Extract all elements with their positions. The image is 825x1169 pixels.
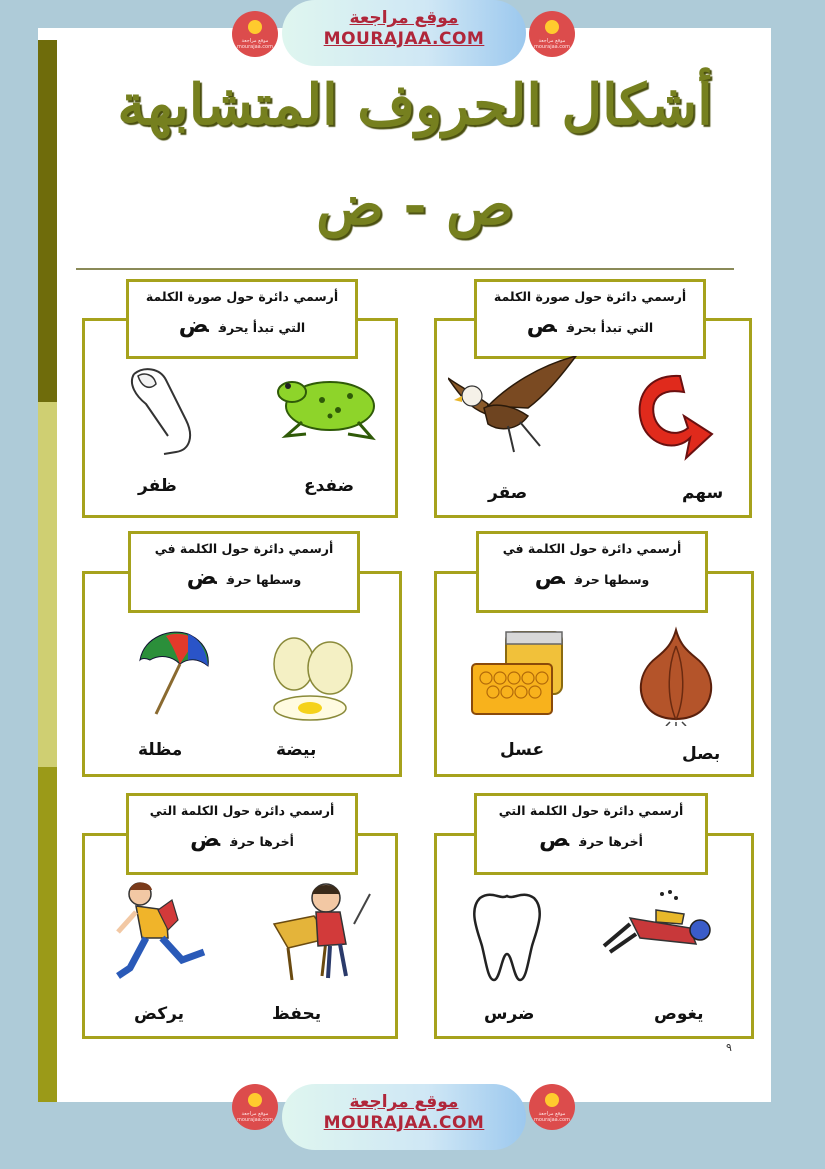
site-banner-bottom[interactable] [282, 1084, 526, 1150]
word-label: يركض [134, 1004, 185, 1024]
frog-icon [272, 370, 380, 442]
tooth-icon [470, 888, 544, 984]
site-name-english: MOURAJAA.COM [323, 1113, 485, 1133]
word-label: بيضة [276, 740, 317, 760]
site-banner-top[interactable] [282, 0, 526, 66]
exercise-instruction: أرسمي دائرة حول صورة الكلمة التي تبدأ يحرفض [126, 279, 358, 359]
honey-icon [466, 626, 576, 722]
divider [76, 268, 734, 270]
page-title: أشكال الحروف المتشابهة [117, 72, 713, 138]
word-label: عسل [500, 740, 545, 760]
onion-icon [632, 626, 720, 726]
site-name-arabic: موقع مراجعة [349, 1092, 459, 1112]
side-bar-dark [38, 40, 57, 402]
word-label: ظفر [138, 476, 177, 496]
word-label: مظلة [138, 740, 183, 760]
exercise-instruction: أرسمي دائرة حول الكلمة التي أخرها حرفض [126, 793, 358, 875]
exercise-instruction: أرسمي دائرة حول الكلمة التي أخرها حرفص [474, 793, 708, 875]
egg-icon [264, 634, 360, 724]
word-label: ضرس [484, 1004, 535, 1024]
word-label: يغوص [654, 1004, 704, 1024]
word-label: بصل [682, 744, 721, 764]
word-label: صقر [488, 483, 528, 503]
student-icon [270, 880, 374, 984]
exercise-instruction: أرسمي دائرة حول الكلمة في وسطها حرفض [128, 531, 360, 613]
site-name-arabic: موقع مراجعة [349, 8, 459, 28]
side-bar-mid [38, 767, 57, 1102]
word-label: ضفدع [304, 476, 355, 496]
exercise-instruction: أرسمي دائرة حول صورة الكلمة التي تبدأ بحرفص [474, 279, 706, 359]
umbrella-icon [136, 626, 212, 718]
logo-icon: موقع مراجعة mourajaa.com [232, 1084, 278, 1130]
logo-icon: موقع مراجعة mourajaa.com [232, 11, 278, 57]
logo-icon: موقع مراجعة mourajaa.com [529, 1084, 575, 1130]
word-label: يحفظ [272, 1004, 322, 1024]
finger-icon [124, 364, 204, 456]
arrow-icon [628, 366, 714, 466]
page-number: ٩ [726, 1041, 732, 1054]
word-label: سهم [682, 483, 724, 503]
diver-icon [600, 888, 726, 958]
eagle-icon [448, 356, 578, 456]
exercise-instruction: أرسمي دائرة حول الكلمة في وسطها حرفص [476, 531, 708, 613]
logo-icon: موقع مراجعة mourajaa.com [529, 11, 575, 57]
runner-icon [112, 880, 212, 990]
site-name-english: MOURAJAA.COM [323, 29, 485, 49]
page-subtitle: ص - ض [316, 172, 514, 238]
side-bar-light [38, 402, 57, 767]
